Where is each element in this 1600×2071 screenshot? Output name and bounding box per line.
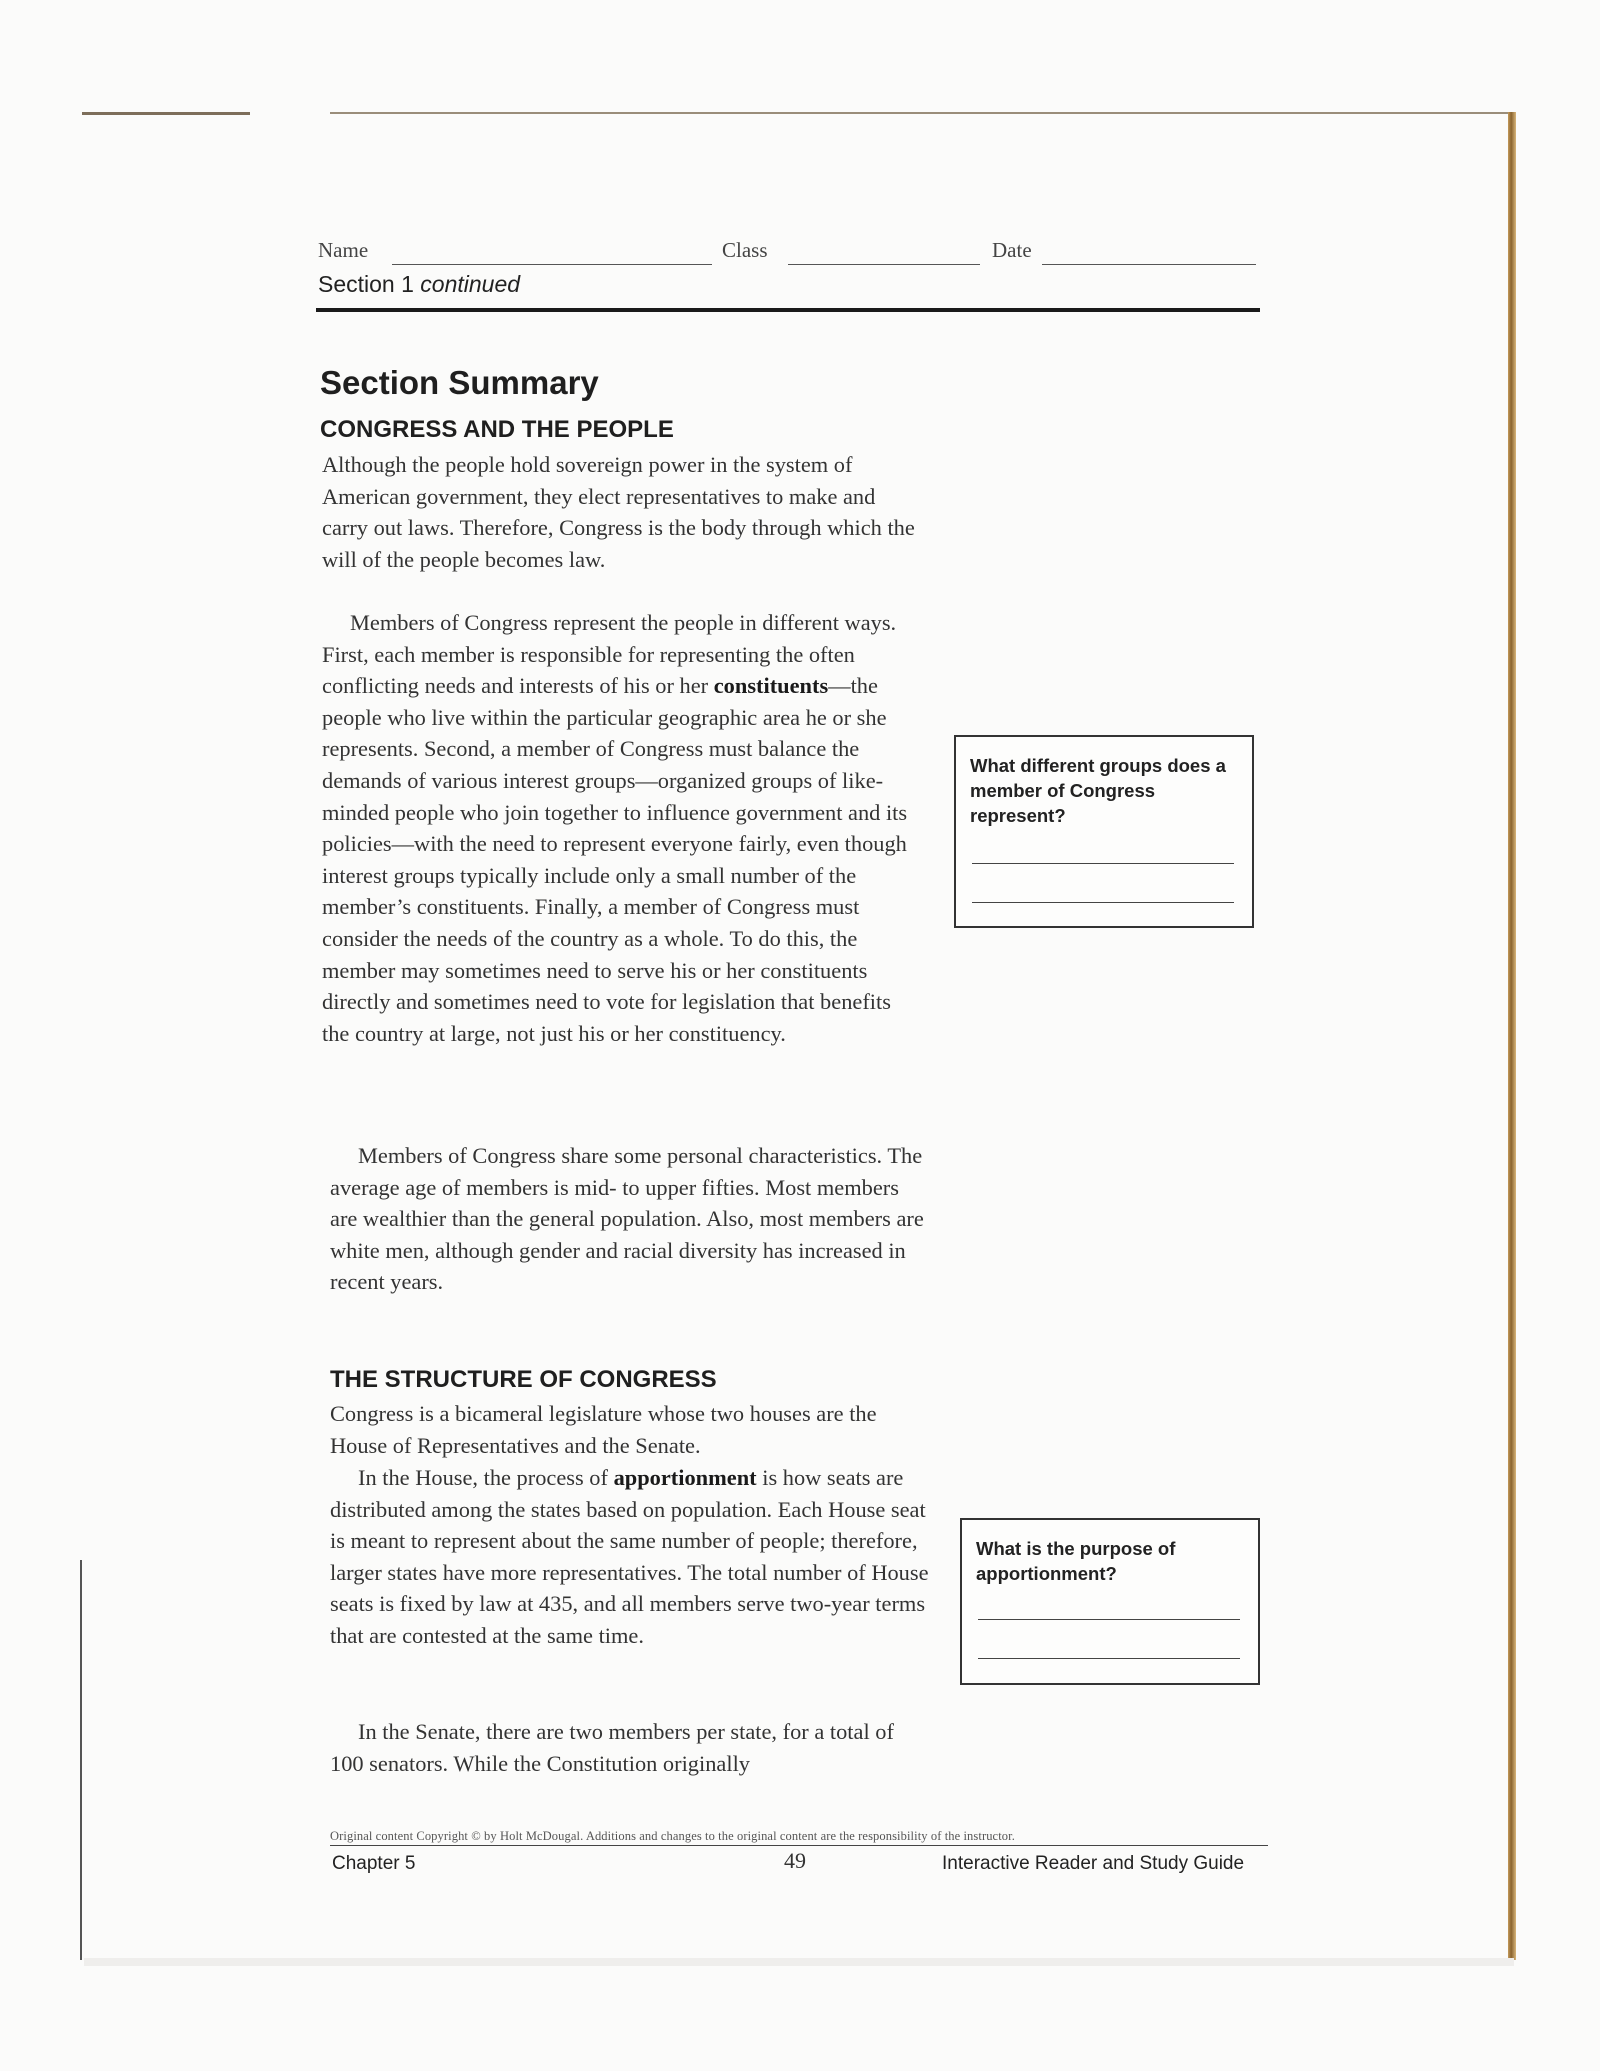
date-label: Date — [992, 238, 1032, 262]
class-label: Class — [722, 238, 768, 262]
question-box-apportionment — [960, 1518, 1260, 1685]
question-box-groups — [954, 735, 1254, 928]
book-title: Interactive Reader and Study Guide — [942, 1853, 1245, 1874]
copyright-notice: Original content Copyright © by Holt McDougal. Additions and changes to the original content are the responsibility of the instructor. — [330, 1829, 1015, 1843]
term-constituents: constituents — [713, 673, 829, 699]
heading-structure-of-congress: THE STRUCTURE OF CONGRESS — [330, 1366, 717, 1393]
answer-line[interactable] — [978, 1619, 1240, 1620]
page-edge-left — [80, 1560, 82, 1960]
header-rule — [316, 308, 1260, 312]
question-text: What different groups does a member of Congress represent? — [970, 755, 1226, 826]
name-field-line[interactable] — [392, 264, 712, 265]
page-number: 49 — [784, 1848, 806, 1873]
paragraph-2 — [322, 607, 922, 1049]
scan-edge-top-right — [330, 112, 1510, 114]
page-title: Section Summary — [320, 364, 599, 401]
paragraph-3: Members of Congress share some personal characteristics. The average age of members is mid- to upper fifties. Most members are wealthier than the general population. Also, most members are white men, although gender and racial diversity has increased in recent years. — [330, 1143, 924, 1295]
answer-line[interactable] — [972, 863, 1234, 864]
paragraph-4: Congress is a bicameral legislature whose two houses are the House of Representatives and the Senate. — [330, 1401, 877, 1458]
question-text: What is the purpose of apportionment? — [976, 1538, 1176, 1584]
paragraph-5 — [330, 1462, 930, 1652]
answer-line[interactable] — [972, 902, 1234, 903]
paragraph-6: In the Senate, there are two members per state, for a total of 100 senators. While the Constitution originally — [330, 1719, 894, 1776]
paragraph-1: Although the people hold sovereign power in the system of American government, they elect representatives to make and carry out laws. Therefore, Congress is the body through which the will of the people becomes law. — [322, 452, 915, 572]
paragraph-2-text-cont: —the people who live within the particular geographic area he or she represents. Second, a member of Congress must balance the demands of various interest groups—organized groups of like-minded people who join together to influence government and its policies—with the need to represent everyone fairly, even though interest groups typically include only a small number of the member’s constituents. Finally, a member of Congress must consider the needs of the country as a whole. To do this, the member may sometimes need to serve his or her constituents directly and sometimes need to vote for legislation that benefits the country at large, not just his or her constituency. — [322, 673, 908, 1046]
footer-rule — [330, 1845, 1268, 1846]
heading-congress-and-the-people: CONGRESS AND THE PEOPLE — [320, 416, 674, 443]
class-field-line[interactable] — [788, 264, 980, 265]
term-apportionment: apportionment — [613, 1465, 757, 1490]
continued-label: continued — [420, 271, 521, 297]
answer-line[interactable] — [978, 1658, 1240, 1659]
scan-edge-top-left — [82, 112, 250, 115]
worksheet-header — [318, 234, 1260, 270]
chapter-label: Chapter 5 — [332, 1853, 416, 1874]
paragraph-2-text: Members of Congress represent the people in different ways. First, each member is responsible for representing the often conflicting needs and interests of his or her — [322, 610, 897, 699]
paragraph-5-text: In the House, the process of — [358, 1465, 614, 1490]
section-indicator — [318, 271, 520, 298]
name-label: Name — [318, 238, 369, 262]
date-field-line[interactable] — [1042, 264, 1256, 265]
paragraph-5-text-cont: is how seats are distributed among the states based on population. Each House seat is meant to represent about the same number of people; therefore, larger states have more representatives. The total number of House seats is fixed by law at 435, and all members serve two-year terms that are contested at the same time. — [330, 1465, 929, 1648]
page-edge-binding — [1508, 112, 1516, 1960]
section-label: Section 1 — [318, 271, 414, 297]
page-edge-bottom — [84, 1958, 1514, 1966]
